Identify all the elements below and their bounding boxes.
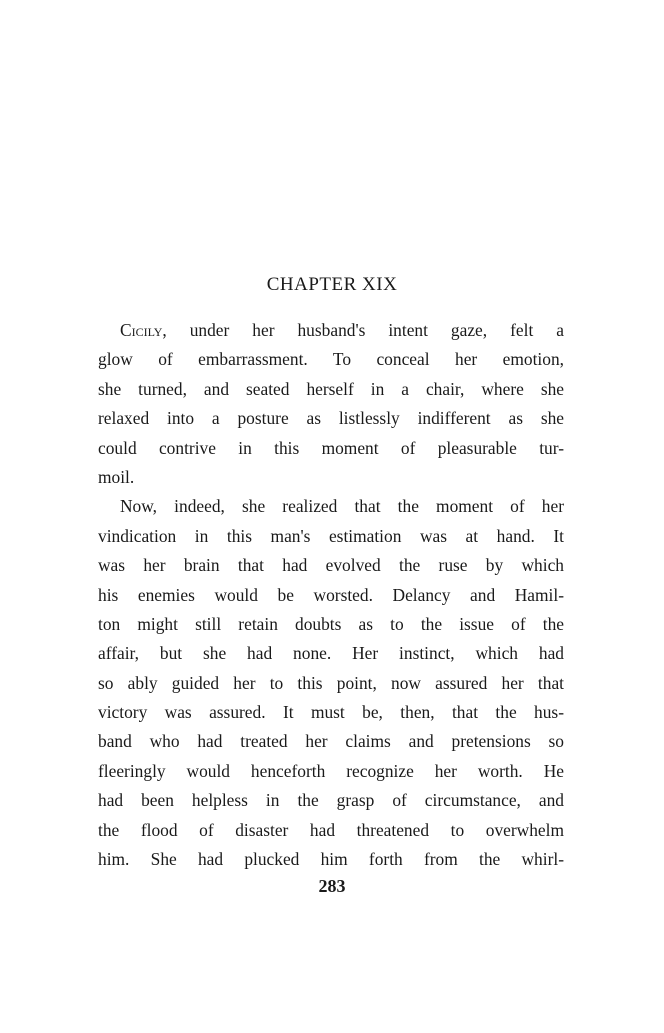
text-line: moil.	[98, 466, 135, 487]
text-line: his enemies would be worsted. Delancy and Hamil-	[98, 584, 564, 605]
text-line: glow of embarrassment. To conceal her emotion,	[98, 349, 564, 370]
page-number: 283	[318, 876, 346, 896]
text-line: him. She had plucked him forth from the whirl-	[98, 849, 564, 870]
text-line: so ably guided her to this point, now assured her that	[98, 672, 564, 693]
text-line: relaxed into a posture as listlessly indifferent as she	[98, 408, 564, 429]
text-line: fleeringly would henceforth recognize her worth. He	[98, 760, 564, 781]
text-line: vindication in this man's estimation was at hand. It	[98, 525, 564, 546]
text-line: was her brain that had evolved the ruse by which	[98, 555, 564, 576]
text-line	[98, 316, 564, 345]
text-line: victory was assured. It must be, then, that the hus-	[98, 702, 564, 723]
chapter-title: CHAPTER XIX	[266, 274, 398, 295]
text-line: affair, but she had none. Her instinct, which had	[98, 643, 564, 664]
text-line: had been helpless in the grasp of circumstance, and	[98, 790, 564, 811]
text-line: the flood of disaster had threatened to overwhelm	[98, 819, 564, 840]
text-line: ton might still retain doubts as to the issue of the	[98, 613, 564, 634]
opening-word: Cicily	[120, 320, 163, 340]
text-line: band who had treated her claims and pretensions so	[98, 731, 564, 752]
text-line: could contrive in this moment of pleasurable tur-	[98, 437, 564, 458]
body-text	[98, 316, 564, 874]
text-line-content: , under her husband's intent gaze, felt a	[162, 320, 564, 340]
text-line: Now, indeed, she realized that the moment of her	[120, 496, 564, 517]
text-line: she turned, and seated herself in a chair, where she	[98, 378, 564, 399]
